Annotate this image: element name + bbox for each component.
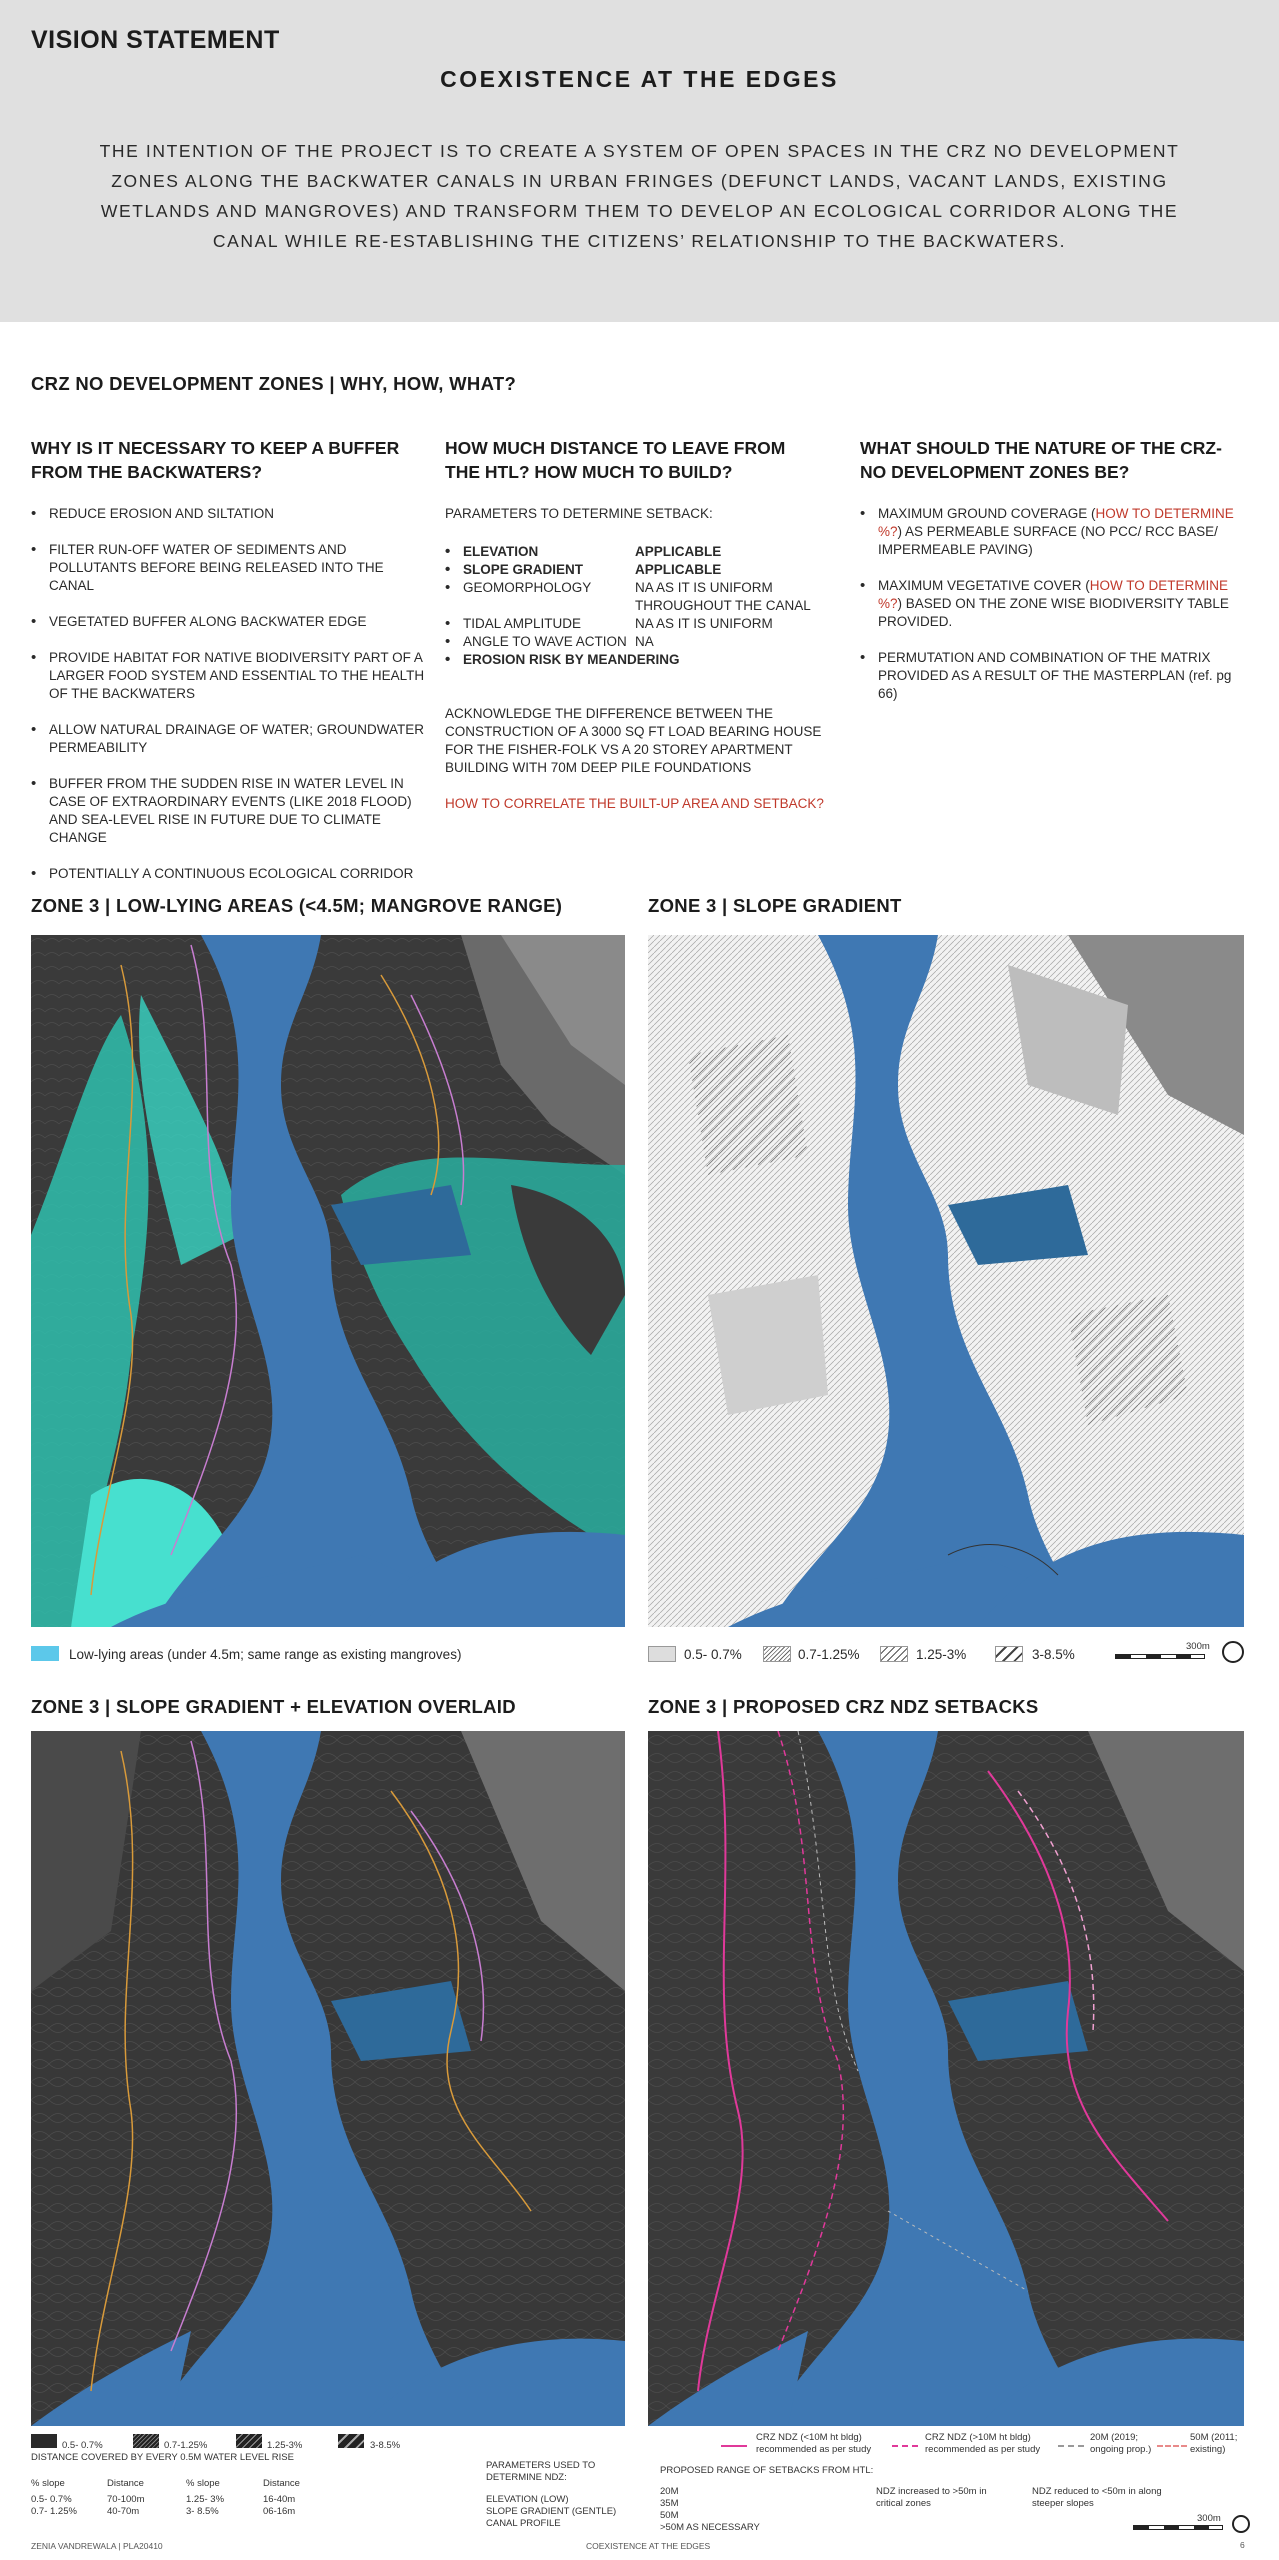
slope-swatch-1 (648, 1646, 676, 1662)
slope-legend-2: 0.7-1.25% (798, 1647, 860, 1662)
map-overlay (31, 1731, 625, 2426)
dist-head: % slope (31, 2478, 65, 2489)
vision-banner (0, 0, 1279, 322)
param-item: SLOPE GRADIENT (GENTLE) (486, 2506, 617, 2517)
map2-title: ZONE 3 | SLOPE GRADIENT (648, 895, 902, 916)
why-heading: WHY IS IT NECESSARY TO KEEP A BUFFER FROM THE BACKWATERS? (31, 438, 400, 482)
setback-range: 50M (660, 2510, 679, 2521)
why-item: • REDUCE EROSION AND SILTATION (31, 505, 426, 523)
overlay-legend-3: 1.25-3% (267, 2440, 303, 2451)
map-low-lying (31, 935, 625, 1627)
map-slope-gradient (648, 935, 1244, 1627)
dist-cell: 3- 8.5% (186, 2506, 219, 2517)
param-name: • ELEVATION (445, 543, 635, 561)
dist-cell: 40-70m (107, 2506, 140, 2517)
dist-cell: 1.25- 3% (186, 2494, 225, 2505)
scale-label: 300m (1186, 1641, 1210, 1652)
slope-swatch-3 (880, 1646, 908, 1662)
low-lying-legend: Low-lying areas (under 4.5m; same range as existing mangroves) (69, 1647, 462, 1662)
map-setbacks (648, 1731, 1244, 2426)
vision-title: COEXISTENCE AT THE EDGES (440, 66, 839, 92)
north-arrow-icon (1232, 2515, 1250, 2533)
dist-cell: 16-40m (263, 2494, 296, 2505)
distance-title: DISTANCE COVERED BY EVERY 0.5M WATER LEVEL RISE (31, 2452, 294, 2463)
overlay-swatch-4 (338, 2434, 364, 2448)
setback-legend-4: 50M (2011; existing) (1190, 2432, 1238, 2455)
param-name: • TIDAL AMPLITUDE (445, 615, 635, 633)
vision-heading: VISION STATEMENT (31, 26, 280, 54)
why-item: • POTENTIALLY A CONTINUOUS ECOLOGICAL CORRIDOR (31, 865, 426, 883)
param-value: APPLICABLE (635, 562, 722, 577)
how-heading: HOW MUCH DISTANCE TO LEAVE FROM THE HTL? HOW MUCH TO BUILD? (445, 438, 786, 482)
setback-line-4 (1157, 2445, 1187, 2447)
what-item: • MAXIMUM GROUND COVERAGE (HOW TO DETERMINE %?) AS PERMEABLE SURFACE (NO PCC/ RCC BASE/ IMPERMEABLE PAVING) (860, 505, 1240, 559)
setback-range: 35M (660, 2498, 679, 2509)
param-value: NA AS IT IS UNIFORM (635, 616, 773, 631)
slope-legend-3: 1.25-3% (916, 1647, 967, 1662)
north-arrow-icon (1222, 1641, 1244, 1663)
param-name: • ANGLE TO WAVE ACTION (445, 633, 635, 651)
how-intro: PARAMETERS TO DETERMINE SETBACK: (445, 506, 713, 521)
overlay-legend-4: 3-8.5% (370, 2440, 401, 2451)
setback-line-1 (721, 2445, 747, 2447)
overlay-swatch-3 (236, 2434, 262, 2448)
map4-title: ZONE 3 | PROPOSED CRZ NDZ SETBACKS (648, 1696, 1039, 1717)
param-table (445, 543, 845, 669)
setback-range: 20M (660, 2486, 679, 2497)
slope-legend-4: 3-8.5% (1032, 1647, 1075, 1662)
page-number: 6 (1240, 2540, 1245, 2550)
setback-range-title: PROPOSED RANGE OF SETBACKS FROM HTL: (660, 2465, 874, 2476)
dist-head: Distance (263, 2478, 300, 2489)
param-value (687, 651, 846, 669)
param-item: ELEVATION (LOW) (486, 2494, 569, 2505)
map3-title: ZONE 3 | SLOPE GRADIENT + ELEVATION OVERLAID (31, 1696, 516, 1717)
why-list (31, 505, 426, 901)
overlay-swatch-2 (133, 2434, 159, 2448)
scale-label-2: 300m (1197, 2513, 1221, 2524)
setback-line-3 (1058, 2445, 1084, 2447)
dist-head: % slope (186, 2478, 220, 2489)
why-item: • PROVIDE HABITAT FOR NATIVE BIODIVERSITY PART OF A LARGER FOOD SYSTEM AND ESSENTIAL TO THE HEALTH OF THE BACKWATERS (31, 649, 426, 703)
footer-title: COEXISTENCE AT THE EDGES (586, 2541, 711, 2551)
param-value: NA (635, 634, 654, 649)
scale-bar-2 (1133, 2525, 1223, 2530)
what-item: • MAXIMUM VEGETATIVE COVER (HOW TO DETERMINE %?) BASED ON THE ZONE WISE BIODIVERSITY TABLE PROVIDED. (860, 577, 1240, 631)
slope-legend-1: 0.5- 0.7% (684, 1647, 742, 1662)
setback-line-2 (892, 2445, 918, 2447)
what-item: • PERMUTATION AND COMBINATION OF THE MATRIX PROVIDED AS A RESULT OF THE MASTERPLAN (ref. pg 66) (860, 649, 1240, 703)
what-heading: WHAT SHOULD THE NATURE OF THE CRZ- NO DEVELOPMENT ZONES BE? (860, 438, 1222, 482)
overlay-swatch-1 (31, 2434, 57, 2448)
vision-text: THE INTENTION OF THE PROJECT IS TO CREATE A SYSTEM OF OPEN SPACES IN THE CRZ NO DEVELOPMENT ZONES ALONG THE BACKWATER CANALS IN URBAN FRINGES (DEFUNCT LANDS, VACANT LANDS, EXISTING WETLANDS AND MANGROVES) AND TRANSFORM THEM TO DEVELOP AN ECOLOGICAL CORRIDOR ALONG THE CANAL WHILE RE-ESTABLISHING THE CITIZENS’ RELATIONSHIP TO THE BACKWATERS. (99, 141, 1180, 251)
dist-cell: 0.7- 1.25% (31, 2506, 77, 2517)
dist-cell: 70-100m (107, 2494, 145, 2505)
param-name: • SLOPE GRADIENT (445, 561, 635, 579)
crz-title: CRZ NO DEVELOPMENT ZONES | WHY, HOW, WHAT? (31, 373, 517, 394)
why-item: • BUFFER FROM THE SUDDEN RISE IN WATER LEVEL IN CASE OF EXTRAORDINARY EVENTS (LIKE 2018 FLOOD) AND SEA-LEVEL RISE IN FUTURE DUE TO CLIMATE CHANGE (31, 775, 426, 847)
param-value: APPLICABLE (635, 544, 722, 559)
how-question: HOW TO CORRELATE THE BUILT-UP AREA AND SETBACK? (445, 796, 824, 811)
param-name: • EROSION RISK BY MEANDERING (445, 651, 687, 669)
setback-legend-1: CRZ NDZ (<10M ht bldg) recommended as per study (756, 2432, 872, 2455)
overlay-legend-1: 0.5- 0.7% (62, 2440, 103, 2451)
why-item: • VEGETATED BUFFER ALONG BACKWATER EDGE (31, 613, 426, 631)
why-item: • FILTER RUN-OFF WATER OF SEDIMENTS AND POLLUTANTS BEFORE BEING RELEASED INTO THE CANAL (31, 541, 426, 595)
overlay-legend-2: 0.7-1.25% (164, 2440, 208, 2451)
setback-legend-3: 20M (2019; ongoing prop.) (1090, 2432, 1152, 2455)
setback-range: >50M AS NECESSARY (660, 2522, 760, 2533)
map1-title: ZONE 3 | LOW-LYING AREAS (<4.5M; MANGROVE RANGE) (31, 895, 563, 916)
why-item: • ALLOW NATURAL DRAINAGE OF WATER; GROUNDWATER PERMEABILITY (31, 721, 426, 757)
param-name: • GEOMORPHOLOGY (445, 579, 635, 615)
low-lying-swatch (31, 1646, 59, 1661)
what-list (860, 505, 1240, 721)
how-note: ACKNOWLEDGE THE DIFFERENCE BETWEEN THE CONSTRUCTION OF A 3000 SQ FT LOAD BEARING HOUSE FOR THE FISHER-FOLK VS A 20 STOREY APARTMENT BUILDING WITH 70M DEEP PILE FOUNDATIONS (445, 706, 822, 775)
setback-note-2: NDZ reduced to <50m in along steeper slopes (1032, 2486, 1162, 2509)
params-title: PARAMETERS USED TO DETERMINE NDZ: (486, 2460, 596, 2483)
param-value: NA AS IT IS UNIFORM THROUGHOUT THE CANAL (635, 580, 811, 613)
dist-cell: 06-16m (263, 2506, 296, 2517)
slope-swatch-2 (763, 1646, 791, 1662)
dist-cell: 0.5- 0.7% (31, 2494, 72, 2505)
dist-head: Distance (107, 2478, 144, 2489)
setback-legend-2: CRZ NDZ (>10M ht bldg) recommended as per study (925, 2432, 1041, 2455)
footer-author: ZENIA VANDREWALA | PLA20410 (31, 2541, 163, 2551)
setback-note-1: NDZ increased to >50m in critical zones (876, 2486, 987, 2509)
param-item: CANAL PROFILE (486, 2518, 561, 2529)
slope-swatch-4 (995, 1646, 1023, 1662)
scale-bar (1115, 1654, 1205, 1659)
